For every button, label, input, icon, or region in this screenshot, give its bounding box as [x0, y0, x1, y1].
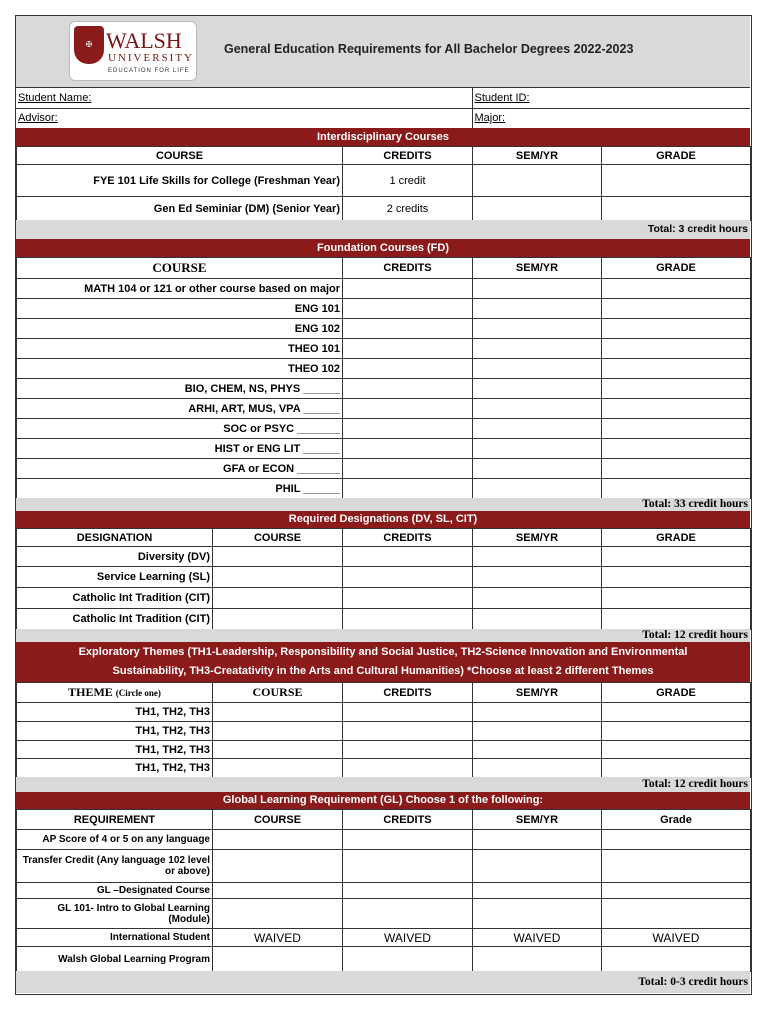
course-cell: ENG 102 — [17, 319, 343, 339]
sem-yr-cell[interactable] — [473, 299, 602, 319]
col-sem-yr: SEM/YR — [473, 258, 602, 279]
theme-header: THEME — [68, 685, 113, 699]
col-sem-yr: SEM/YR — [473, 529, 602, 547]
course-cell[interactable] — [213, 899, 343, 929]
student-id-label[interactable]: Student ID: — [472, 88, 750, 108]
sem-yr-waived: WAIVED — [473, 929, 602, 947]
grade-cell[interactable] — [602, 899, 751, 929]
sem-yr-cell[interactable] — [473, 439, 602, 459]
sem-yr-cell[interactable] — [473, 547, 602, 567]
course-cell[interactable] — [213, 741, 343, 759]
credits-cell[interactable] — [343, 588, 473, 609]
grade-cell[interactable] — [602, 459, 751, 479]
interdisciplinary-table — [16, 146, 751, 221]
credits-cell[interactable] — [343, 609, 473, 630]
theme-choice-cell[interactable]: TH1, TH2, TH3 — [17, 741, 213, 759]
sem-yr-cell[interactable] — [473, 830, 602, 850]
themes-title-line-2: Sustainability, TH3-Creatativity in the Arts and Cultural Humanities) *Choose at least 2 different Themes — [112, 665, 654, 677]
grade-cell[interactable] — [602, 197, 751, 221]
themes-title-line-1: Exploratory Themes (TH1-Leadership, Responsibility and Social Justice, TH2-Science Innovation and Environmental — [78, 646, 688, 658]
grade-cell[interactable] — [602, 883, 751, 899]
credits-cell[interactable] — [343, 850, 473, 883]
sem-yr-cell[interactable] — [473, 379, 602, 399]
grade-cell[interactable] — [602, 379, 751, 399]
grade-cell[interactable] — [602, 703, 751, 722]
col-course: COURSE — [213, 683, 343, 703]
course-cell: BIO, CHEM, NS, PHYS ______ — [17, 379, 343, 399]
requirement-cell: AP Score of 4 or 5 on any language — [17, 830, 213, 850]
course-cell[interactable] — [213, 588, 343, 609]
grade-cell[interactable] — [602, 850, 751, 883]
theme-header-note: (Circle one) — [115, 688, 161, 698]
credits-cell: 2 credits — [343, 197, 473, 221]
designation-cell: Catholic Int Tradition (CIT) — [17, 609, 213, 630]
credits-cell[interactable] — [343, 947, 473, 972]
themes-total: Total: 12 credit hours — [16, 777, 750, 792]
designations-table — [16, 528, 751, 630]
theme-choice-cell[interactable]: TH1, TH2, TH3 — [17, 722, 213, 741]
student-info-table — [16, 88, 750, 129]
grade-waived: WAIVED — [602, 929, 751, 947]
requirement-cell: Walsh Global Learning Program — [17, 947, 213, 972]
designations-total: Total: 12 credit hours — [16, 629, 750, 642]
credits-cell[interactable] — [343, 741, 473, 759]
grade-cell[interactable] — [602, 722, 751, 741]
grade-cell[interactable] — [602, 279, 751, 299]
credits-cell[interactable] — [343, 479, 473, 499]
col-course: COURSE — [17, 258, 343, 279]
credits-cell[interactable] — [343, 399, 473, 419]
theme-choice-cell[interactable]: TH1, TH2, TH3 — [17, 759, 213, 778]
course-cell[interactable] — [213, 547, 343, 567]
col-grade: GRADE — [602, 147, 751, 165]
global-total: Total: 0-3 credit hours — [16, 971, 750, 993]
sem-yr-cell[interactable] — [473, 703, 602, 722]
col-grade: GRADE — [602, 683, 751, 703]
course-cell: MATH 104 or 121 or other course based on major — [17, 279, 343, 299]
foundation-total: Total: 33 credit hours — [16, 498, 750, 511]
foundation-title: Foundation Courses (FD) — [16, 239, 750, 257]
university-seal-icon: ✠ — [74, 26, 104, 64]
credits-cell[interactable] — [343, 567, 473, 588]
col-grade: GRADE — [602, 258, 751, 279]
col-sem-yr: SEM/YR — [473, 810, 602, 830]
col-credits: CREDITS — [343, 683, 473, 703]
designation-cell: Catholic Int Tradition (CIT) — [17, 588, 213, 609]
grade-cell[interactable] — [602, 399, 751, 419]
designations-title: Required Designations (DV, SL, CIT) — [16, 511, 750, 528]
sem-yr-cell[interactable] — [473, 609, 602, 630]
grade-cell[interactable] — [602, 339, 751, 359]
sem-yr-cell[interactable] — [473, 722, 602, 741]
theme-choice-cell[interactable]: TH1, TH2, TH3 — [17, 703, 213, 722]
requirement-cell: Transfer Credit (Any language 102 level or above) — [17, 850, 213, 883]
logo-name: WALSH — [106, 28, 182, 53]
grade-cell[interactable] — [602, 947, 751, 972]
sem-yr-cell[interactable] — [473, 479, 602, 499]
col-sem-yr: SEM/YR — [473, 683, 602, 703]
themes-title — [16, 642, 750, 682]
sem-yr-cell[interactable] — [473, 165, 602, 197]
logo-university: UNIVERSITY — [108, 52, 194, 64]
col-credits: CREDITS — [343, 258, 473, 279]
col-course: COURSE — [213, 529, 343, 547]
course-cell[interactable] — [213, 759, 343, 778]
credits-cell[interactable] — [343, 299, 473, 319]
sem-yr-cell[interactable] — [473, 197, 602, 221]
grade-cell[interactable] — [602, 547, 751, 567]
credits-cell[interactable] — [343, 722, 473, 741]
student-name-label[interactable]: Student Name: — [16, 88, 472, 108]
sem-yr-cell[interactable] — [473, 459, 602, 479]
course-cell: THEO 102 — [17, 359, 343, 379]
col-grade: GRADE — [602, 529, 751, 547]
credits-cell[interactable] — [343, 339, 473, 359]
grade-cell[interactable] — [602, 359, 751, 379]
col-theme — [17, 683, 213, 703]
credits-cell[interactable] — [343, 379, 473, 399]
global-table — [16, 809, 751, 972]
grade-cell[interactable] — [602, 165, 751, 197]
credits-cell[interactable] — [343, 883, 473, 899]
credits-cell[interactable] — [343, 759, 473, 778]
interdisciplinary-total: Total: 3 credit hours — [16, 220, 750, 239]
course-cell[interactable] — [213, 567, 343, 588]
logo-tagline: EDUCATION FOR LIFE — [108, 68, 190, 74]
col-credits: CREDITS — [343, 529, 473, 547]
course-cell: GFA or ECON _______ — [17, 459, 343, 479]
sem-yr-cell[interactable] — [473, 883, 602, 899]
grade-cell[interactable] — [602, 299, 751, 319]
col-credits: CREDITS — [343, 147, 473, 165]
sem-yr-cell[interactable] — [473, 279, 602, 299]
major-label[interactable]: Major: — [472, 108, 750, 128]
col-grade: Grade — [602, 810, 751, 830]
credits-cell[interactable] — [343, 419, 473, 439]
grade-cell[interactable] — [602, 759, 751, 778]
credits-cell: 1 credit — [343, 165, 473, 197]
grade-cell[interactable] — [602, 830, 751, 850]
designation-cell: Service Learning (SL) — [17, 567, 213, 588]
grade-cell[interactable] — [602, 319, 751, 339]
grade-cell[interactable] — [602, 567, 751, 588]
course-cell: THEO 101 — [17, 339, 343, 359]
foundation-table — [16, 257, 751, 499]
course-cell[interactable] — [213, 830, 343, 850]
grade-cell[interactable] — [602, 439, 751, 459]
credits-cell[interactable] — [343, 703, 473, 722]
document-title: General Education Requirements for All Bachelor Degrees 2022-2023 — [224, 42, 634, 56]
credits-cell[interactable] — [343, 359, 473, 379]
course-cell: Gen Ed Seminiar (DM) (Senior Year) — [17, 197, 343, 221]
credits-waived: WAIVED — [343, 929, 473, 947]
sem-yr-cell[interactable] — [473, 319, 602, 339]
course-cell[interactable] — [213, 609, 343, 630]
grade-cell[interactable] — [602, 741, 751, 759]
requirement-cell: GL –Designated Course — [17, 883, 213, 899]
interdisciplinary-title: Interdisciplinary Courses — [16, 128, 750, 146]
sem-yr-cell[interactable] — [473, 339, 602, 359]
course-cell[interactable] — [213, 947, 343, 972]
course-cell[interactable] — [213, 850, 343, 883]
global-title: Global Learning Requirement (GL) Choose 1 of the following: — [16, 792, 750, 809]
designation-cell: Diversity (DV) — [17, 547, 213, 567]
credits-cell[interactable] — [343, 319, 473, 339]
credits-cell[interactable] — [343, 439, 473, 459]
col-requirement: REQUIREMENT — [17, 810, 213, 830]
sem-yr-cell[interactable] — [473, 419, 602, 439]
sem-yr-cell[interactable] — [473, 759, 602, 778]
course-cell: HIST or ENG LIT ______ — [17, 439, 343, 459]
course-cell: ENG 101 — [17, 299, 343, 319]
col-course: COURSE — [17, 147, 343, 165]
requirements-sheet — [15, 15, 752, 995]
col-course: COURSE — [213, 810, 343, 830]
credits-cell[interactable] — [343, 279, 473, 299]
walsh-logo — [69, 21, 197, 81]
sem-yr-cell[interactable] — [473, 588, 602, 609]
sem-yr-cell[interactable] — [473, 899, 602, 929]
sem-yr-cell[interactable] — [473, 741, 602, 759]
course-cell[interactable] — [213, 703, 343, 722]
sem-yr-cell[interactable] — [473, 359, 602, 379]
sem-yr-cell[interactable] — [473, 567, 602, 588]
requirement-cell: International Student — [17, 929, 213, 947]
sem-yr-cell[interactable] — [473, 947, 602, 972]
credits-cell[interactable] — [343, 459, 473, 479]
grade-cell[interactable] — [602, 588, 751, 609]
credits-cell[interactable] — [343, 830, 473, 850]
grade-cell[interactable] — [602, 419, 751, 439]
credits-cell[interactable] — [343, 547, 473, 567]
col-designation: DESIGNATION — [17, 529, 213, 547]
grade-cell[interactable] — [602, 479, 751, 499]
course-cell: FYE 101 Life Skills for College (Freshman Year) — [17, 165, 343, 197]
course-cell: SOC or PSYC _______ — [17, 419, 343, 439]
sem-yr-cell[interactable] — [473, 850, 602, 883]
document-header — [16, 16, 750, 88]
course-cell: ARHI, ART, MUS, VPA ______ — [17, 399, 343, 419]
credits-cell[interactable] — [343, 899, 473, 929]
course-cell[interactable] — [213, 722, 343, 741]
sem-yr-cell[interactable] — [473, 399, 602, 419]
grade-cell[interactable] — [602, 609, 751, 630]
requirement-cell: GL 101- Intro to Global Learning (Module) — [17, 899, 213, 929]
col-sem-yr: SEM/YR — [473, 147, 602, 165]
col-credits: CREDITS — [343, 810, 473, 830]
course-waived: WAIVED — [213, 929, 343, 947]
course-cell[interactable] — [213, 883, 343, 899]
themes-table — [16, 682, 751, 778]
advisor-label[interactable]: Advisor: — [16, 108, 472, 128]
course-cell: PHIL ______ — [17, 479, 343, 499]
